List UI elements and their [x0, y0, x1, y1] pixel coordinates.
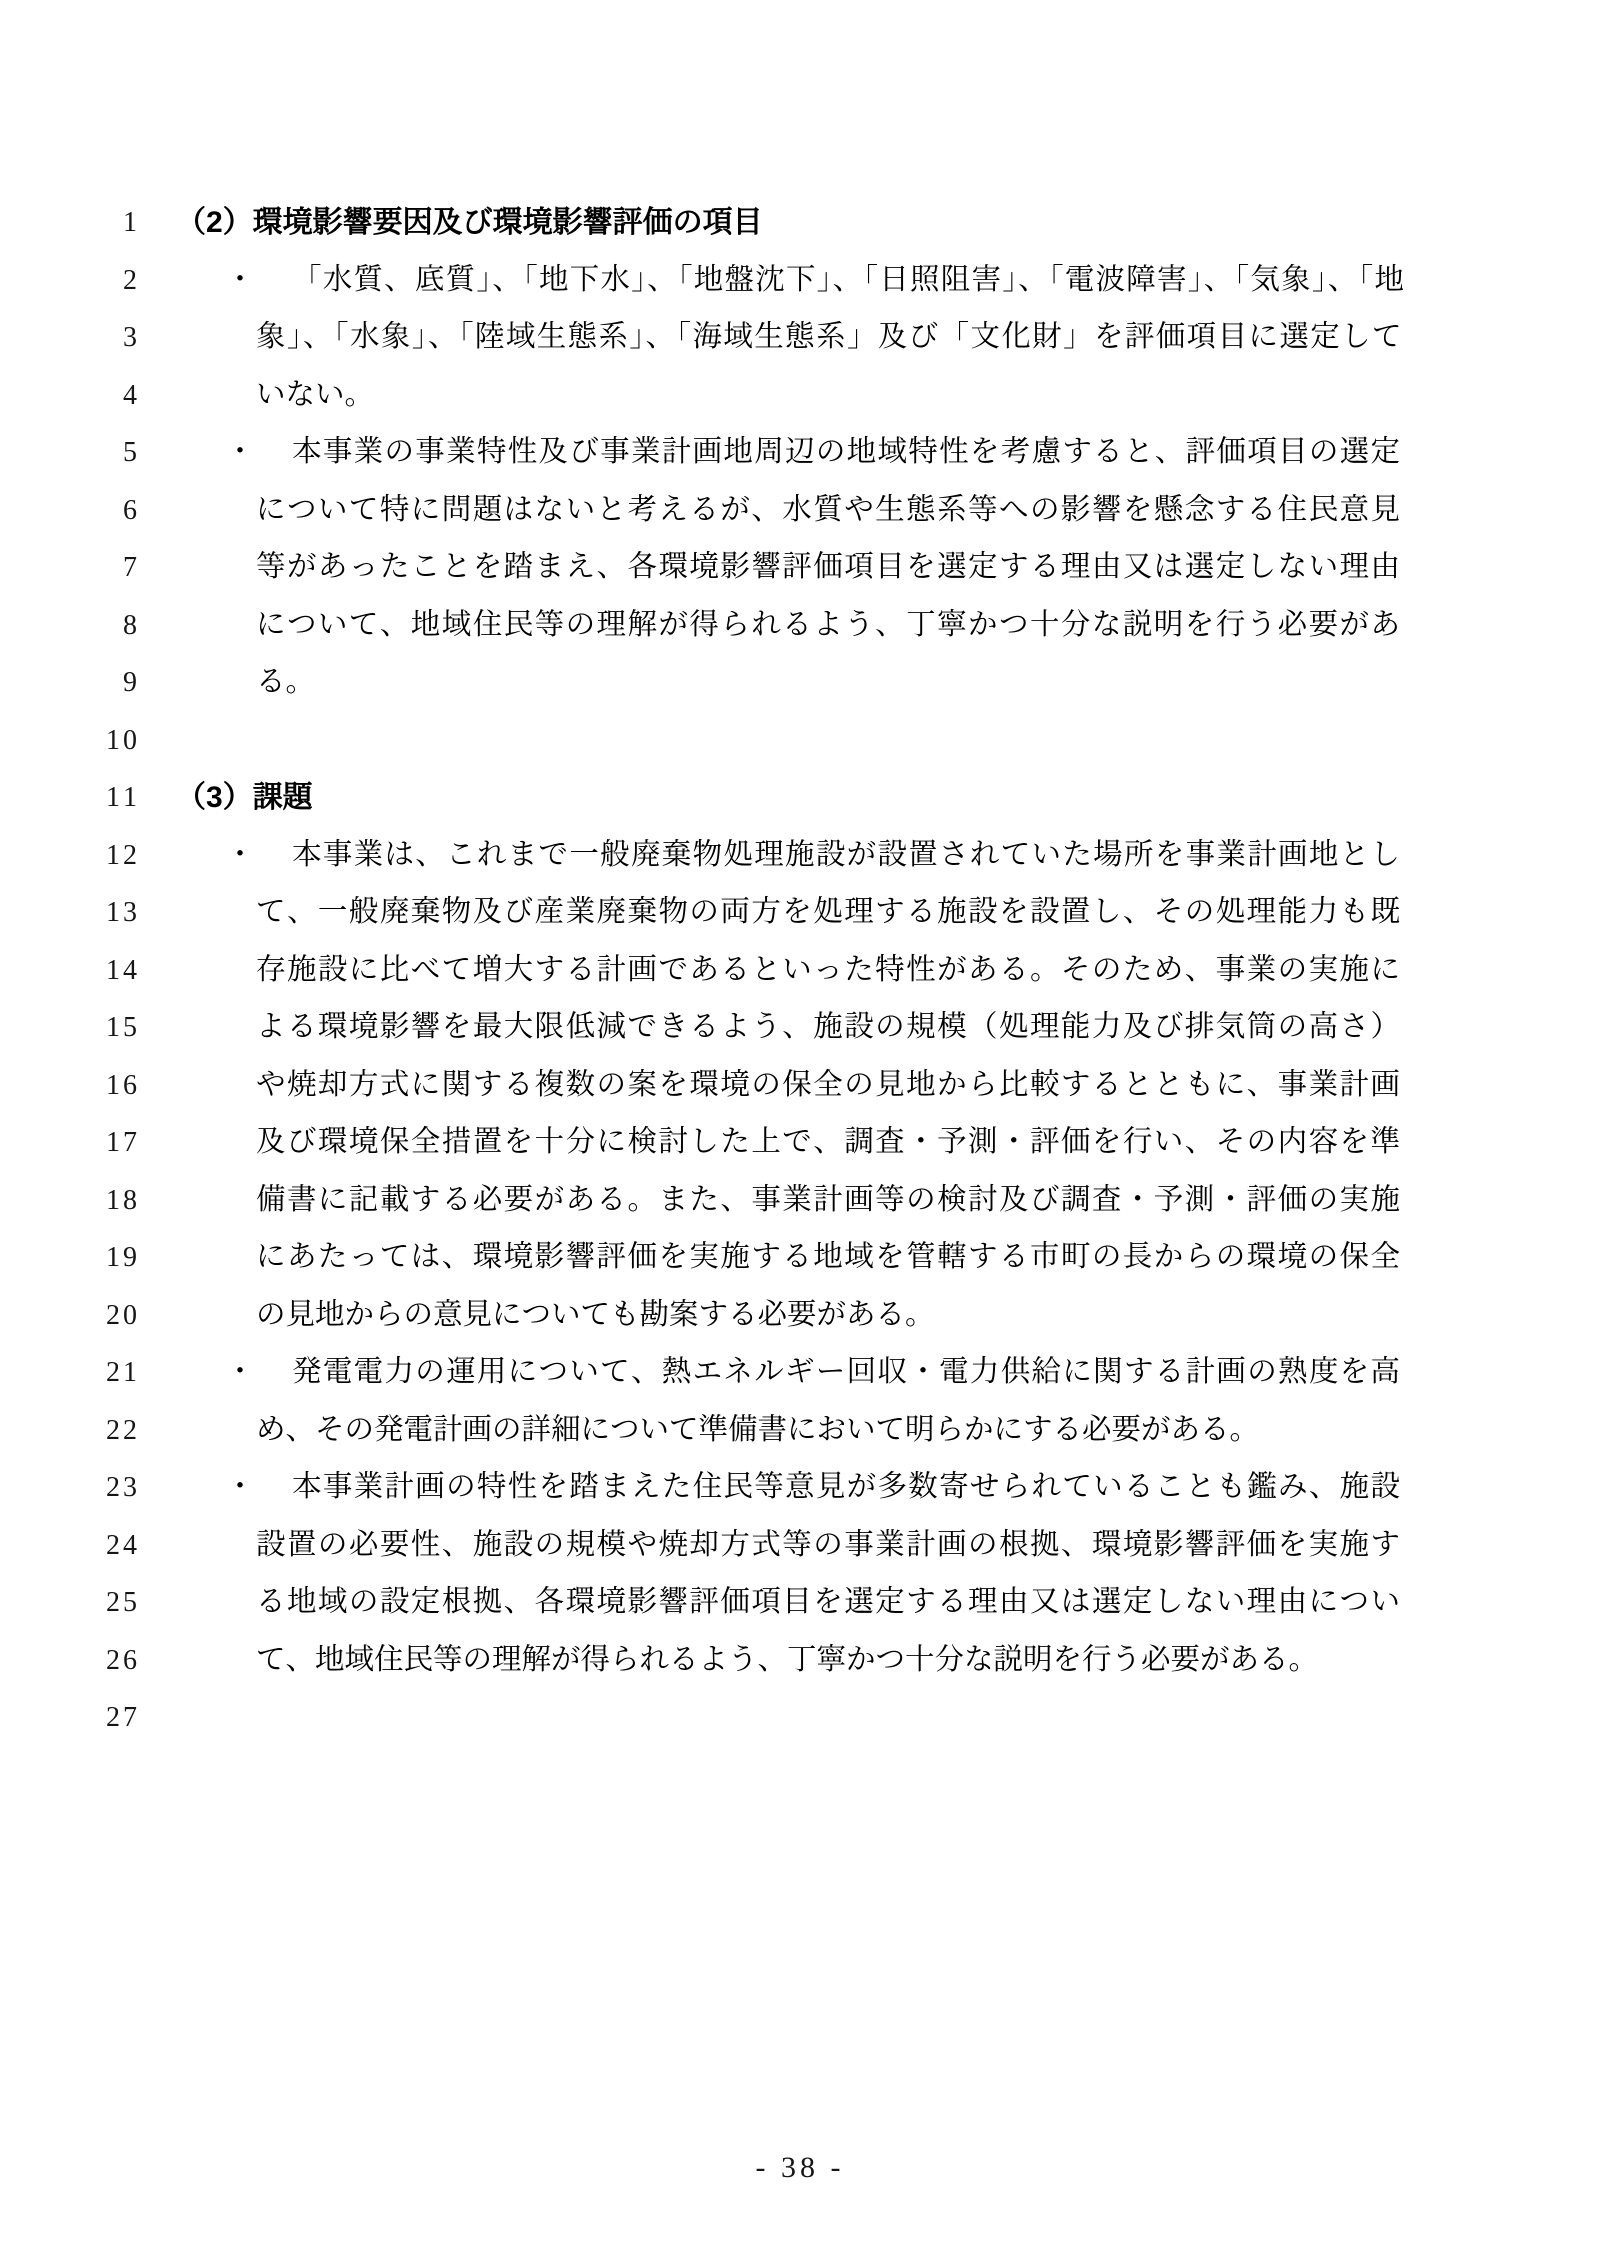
line-text: 本事業計画の特性を踏まえた住民等意見が多数寄せられていることも鑑み、施設 — [292, 1471, 1400, 1503]
line-text: 設置の必要性、施設の規模や焼却方式等の事業計画の根拠、環境影響評価を実施す — [256, 1528, 1400, 1561]
line-number: 15 — [106, 1012, 140, 1043]
document-line — [0, 827, 1600, 885]
document-line — [0, 1402, 1600, 1460]
document-line — [0, 252, 1600, 310]
line-number: 8 — [123, 609, 140, 641]
line-text: て、一般廃棄物及び産業廃棄物の両方を処理する施設を設置し、その処理能力も既 — [256, 896, 1400, 928]
document-line — [0, 1229, 1600, 1287]
bullet-marker: ・ — [225, 838, 255, 871]
line-number: 16 — [106, 1069, 140, 1101]
line-number: 9 — [123, 667, 140, 698]
document-line — [0, 367, 1600, 425]
line-number: 18 — [106, 1184, 140, 1216]
document-line — [0, 1632, 1600, 1690]
line-number: 14 — [106, 954, 140, 986]
line-text: 存施設に比べて増大する計画であるといった特性がある。そのため、事業の実施に — [256, 953, 1400, 986]
bullet-marker: ・ — [225, 263, 255, 296]
line-number: 21 — [106, 1357, 140, 1388]
line-text: 本事業は、これまで一般廃棄物処理施設が設置されていた場所を事業計画地とし — [292, 838, 1400, 871]
document-line — [0, 1057, 1600, 1115]
document-line — [0, 999, 1600, 1057]
line-number: 12 — [106, 839, 140, 871]
document-line — [0, 1114, 1600, 1172]
line-number: 17 — [106, 1127, 140, 1158]
line-number: 3 — [123, 322, 140, 353]
document-line — [0, 1459, 1600, 1517]
document-line — [0, 654, 1600, 712]
document-line — [0, 482, 1600, 540]
line-number: 26 — [106, 1644, 140, 1676]
document-line — [0, 1517, 1600, 1575]
line-number: 27 — [106, 1702, 140, 1733]
line-number: 10 — [106, 724, 140, 756]
document-line — [0, 1344, 1600, 1402]
line-number: 4 — [123, 379, 140, 411]
line-text: よる環境影響を最大限低減できるよう、施設の規模（処理能力及び排気筒の高さ） — [256, 1011, 1400, 1043]
heading-text: （2）環境影響要因及び環境影響評価の項目 — [176, 206, 763, 239]
bullet-marker: ・ — [225, 436, 255, 468]
line-number: 2 — [123, 264, 140, 296]
document-line — [0, 597, 1600, 655]
text-body — [0, 194, 1600, 1747]
document-line — [0, 539, 1600, 597]
line-text: にあたっては、環境影響評価を実施する地域を管轄する市町の長からの環境の保全 — [256, 1241, 1400, 1273]
line-text: 「水質、底質」、「地下水」、「地盤沈下」、「日照阻害」、「電波障害」、「気象」、「地 — [292, 263, 1400, 296]
line-text: 備書に記載する必要がある。また、事業計画等の検討及び調査・予測・評価の実施 — [256, 1183, 1400, 1216]
document-line — [0, 424, 1600, 482]
document-line — [0, 309, 1600, 367]
line-text: について特に問題はないと考えるが、水質や生態系等への影響を懸念する住民意見 — [256, 493, 1400, 526]
document-line — [0, 884, 1600, 942]
line-text: 象」、「水象」、「陸域生態系」、「海域生態系」及び「文化財」を評価項目に選定して — [256, 321, 1400, 353]
line-number: 1 — [123, 207, 140, 238]
line-text: いない。 — [256, 378, 375, 411]
section-heading-line — [0, 194, 1600, 252]
line-text: 及び環境保全措置を十分に検討した上で、調査・予測・評価を行い、その内容を準 — [256, 1126, 1400, 1158]
page-number: - 38 - — [755, 2151, 845, 2184]
document-line — [0, 1574, 1600, 1632]
line-number: 6 — [123, 494, 140, 526]
line-number: 7 — [123, 552, 140, 583]
bullet-marker: ・ — [225, 1471, 255, 1503]
line-number: 24 — [106, 1529, 140, 1561]
line-text: て、地域住民等の理解が得られるよう、丁寧かつ十分な説明を行う必要がある。 — [256, 1643, 1319, 1676]
document-line — [0, 1689, 1600, 1747]
bullet-marker: ・ — [225, 1356, 255, 1388]
line-number: 11 — [106, 782, 140, 813]
document-line — [0, 942, 1600, 1000]
line-text: の見地からの意見についても勘案する必要がある。 — [256, 1298, 935, 1331]
document-line — [0, 712, 1600, 770]
line-text: について、地域住民等の理解が得られるよう、丁寧かつ十分な説明を行う必要があ — [256, 608, 1400, 641]
line-number: 13 — [106, 897, 140, 928]
section-heading-line — [0, 769, 1600, 827]
line-text: 発電電力の運用について、熱エネルギー回収・電力供給に関する計画の熟度を高 — [292, 1356, 1400, 1388]
line-text: 本事業の事業特性及び事業計画地周辺の地域特性を考慮すると、評価項目の選定 — [292, 436, 1400, 468]
document-line — [0, 1287, 1600, 1345]
line-text: る。 — [256, 666, 316, 698]
line-text: る地域の設定根拠、各環境影響評価項目を選定する理由又は選定しない理由につい — [256, 1586, 1400, 1618]
line-number: 19 — [106, 1242, 140, 1273]
line-number: 22 — [106, 1414, 140, 1446]
line-number: 20 — [106, 1299, 140, 1331]
line-text: や焼却方式に関する複数の案を環境の保全の見地から比較するとともに、事業計画 — [256, 1068, 1400, 1101]
line-number: 25 — [106, 1587, 140, 1618]
line-text: め、その発電計画の詳細について準備書において明らかにする必要がある。 — [256, 1413, 1260, 1446]
line-text: 等があったことを踏まえ、各環境影響評価項目を選定する理由又は選定しない理由 — [256, 551, 1400, 583]
heading-text: （3）課題 — [176, 781, 313, 814]
document-line — [0, 1172, 1600, 1230]
line-number: 5 — [123, 437, 140, 468]
line-number: 23 — [106, 1472, 140, 1503]
